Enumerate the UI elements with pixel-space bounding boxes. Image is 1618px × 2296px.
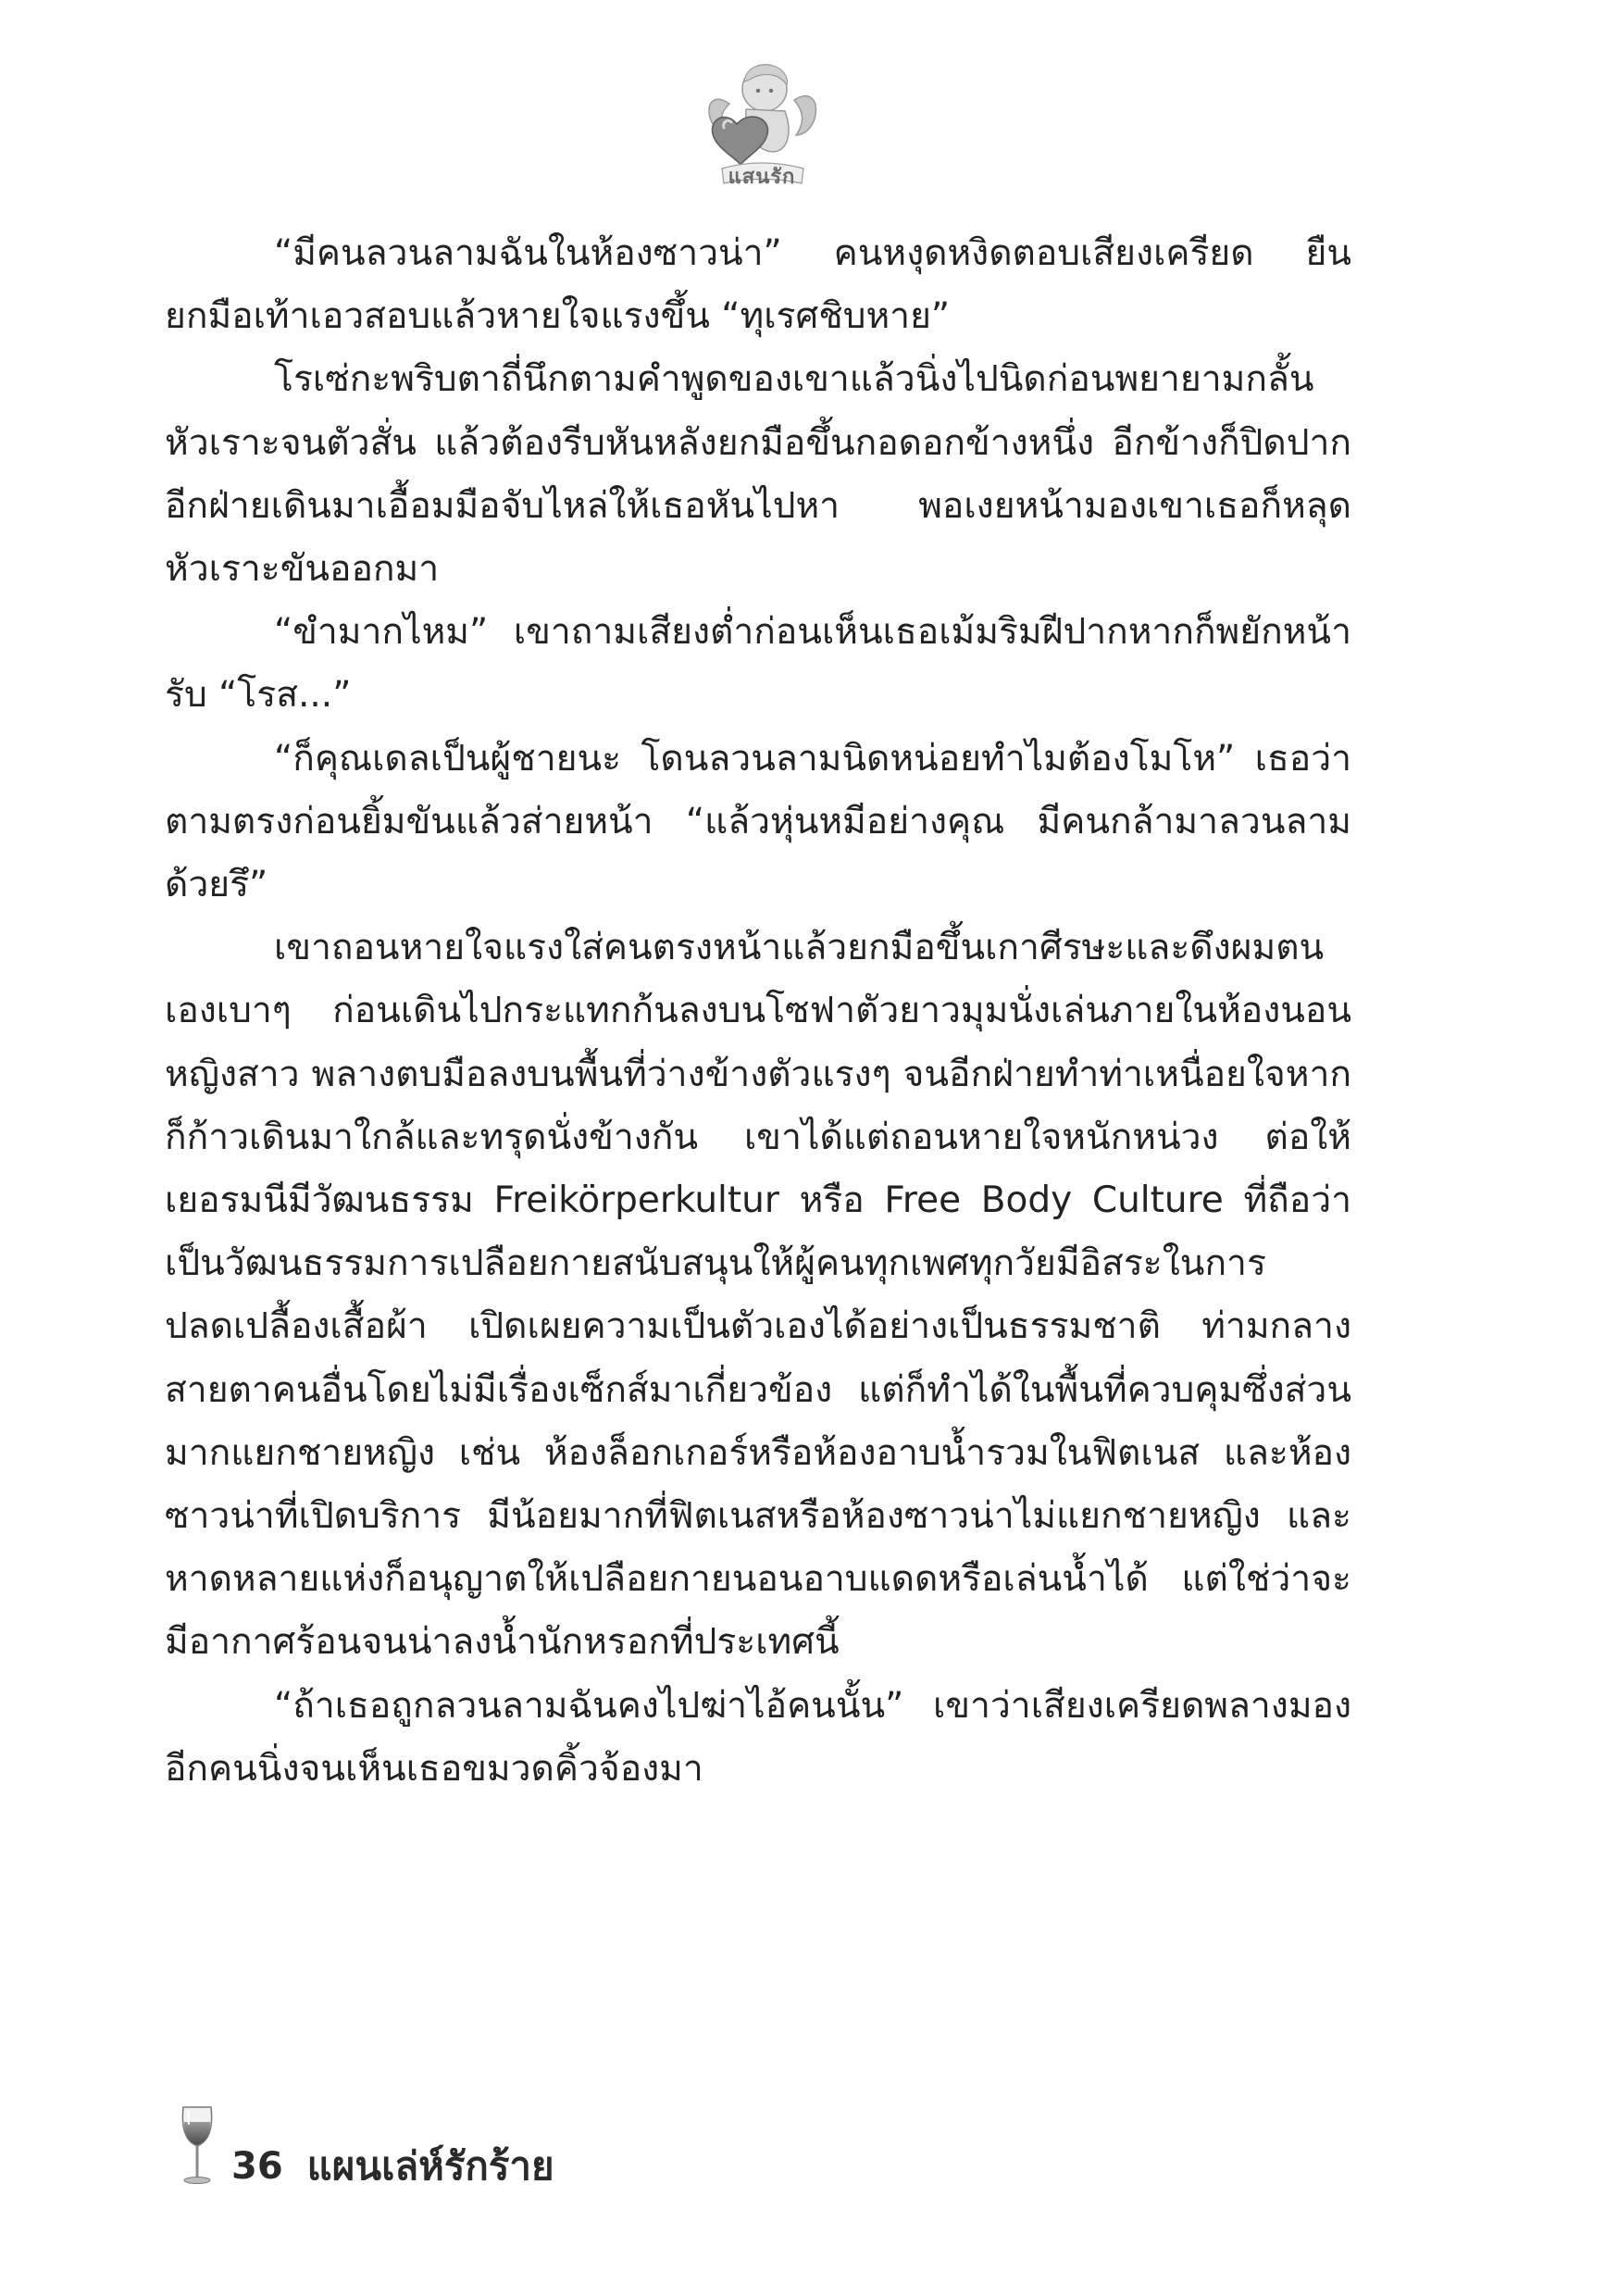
page-footer (176, 2103, 554, 2187)
logo-text: แสนรัก (728, 166, 796, 189)
paragraph: เขาถอนหายใจแรงใส่คนตรงหน้าแล้วยกมือขึ้นเกาศีรษะและดึงผมตนเองเบาๆ ก่อนเดินไปกระแทกก้นลงบนโซฟาตัวยาวมุมนั่งเล่นภายในห้องนอนหญิงสาว พลางตบมือลงบนพื้นที่ว่างข้างตัวแรงๆ จนอีกฝ่ายทำท่าเหนื่อยใจหากก็ก้าวเดินมาใกล้และทรุดนั่งข้างกัน เขาได้แต่ถอนหายใจหนักหน่วง ต่อให้เยอรมนีมีวัฒนธรรม Freikörperkultur หรือ Free Body Culture ที่ถือว่าเป็นวัฒนธรรมการเปลือยกายสนับสนุนให้ผู้คนทุกเพศทุกวัยมีอิสระในการปลดเปลื้องเสื้อผ้า เปิดเผยความเป็นตัวเองได้อย่างเป็นธรรมชาติ ท่ามกลางสายตาคนอื่นโดยไม่มีเรื่องเซ็กส์มาเกี่ยวข้อง แต่ก็ทำได้ในพื้นที่ควบคุมซึ่งส่วนมากแยกชายหญิง เช่น ห้องล็อกเกอร์หรือห้องอาบน้ำรวมในฟิตเนส และห้องซาวน่าที่เปิดบริการ มีน้อยมากที่ฟิตเนสหรือห้องซาวน่าไม่แยกชายหญิง และหาดหลายแห่งก็อนุญาตให้เปลือยกายนอนอาบแดดหรือเล่นน้ำได้ แต่ใช่ว่าจะมีอากาศร้อนจนน่าลงน้ำนักหรอกที่ประเทศนี้ (165, 927, 1351, 1664)
page-number: 36 (231, 2145, 283, 2188)
header-logo (692, 48, 831, 196)
paragraph: “ขำมากไหม” เขาถามเสียงต่ำก่อนเห็นเธอเม้มริมฝีปากหากก็พยักหน้ารับ “โรส...” (165, 611, 1351, 717)
paragraph: “ถ้าเธอถูกลวนลามฉันคงไปฆ่าไอ้คนนั้น” เขาว่าเสียงเครียดพลางมองอีกคนนิ่งจนเห็นเธอขมวดคิ้วจ้องมา (165, 1684, 1351, 1790)
paragraph: “ก็คุณเดลเป็นผู้ชายนะ โดนลวนลามนิดหน่อยทำไมต้องโมโห” เธอว่าตามตรงก่อนยิ้มขันแล้วส่ายหน้า “แล้วหุ่นหมีอย่างคุณ มีคนกล้ามาลวนลามด้วยรึ” (165, 737, 1351, 906)
paragraph: “มีคนลวนลามฉันในห้องซาวน่า” คนหงุดหงิดตอบเสียงเครียด ยืนยกมือเท้าเอวสอบแล้วหายใจแรงขึ้น “ทุเรศชิบหาย” (165, 232, 1351, 338)
paragraph: โรเซ่กะพริบตาถี่นึกตามคำพูดของเขาแล้วนิ่งไปนิดก่อนพยายามกลั้นหัวเราะจนตัวสั่น แล้วต้องรีบหันหลังยกมือขึ้นกอดอกข้างหนึ่ง อีกข้างก็ปิดปาก อีกฝ่ายเดินมาเอื้อมมือจับไหล่ให้เธอหันไปหา พอเงยหน้ามองเขาเธอก็หลุดหัวเราะขันออกมา (165, 358, 1351, 591)
chapter-body (165, 222, 1351, 1801)
wine-glass-icon (176, 2103, 218, 2187)
book-title: แผนเล่ห์รักร้าย (306, 2143, 554, 2189)
